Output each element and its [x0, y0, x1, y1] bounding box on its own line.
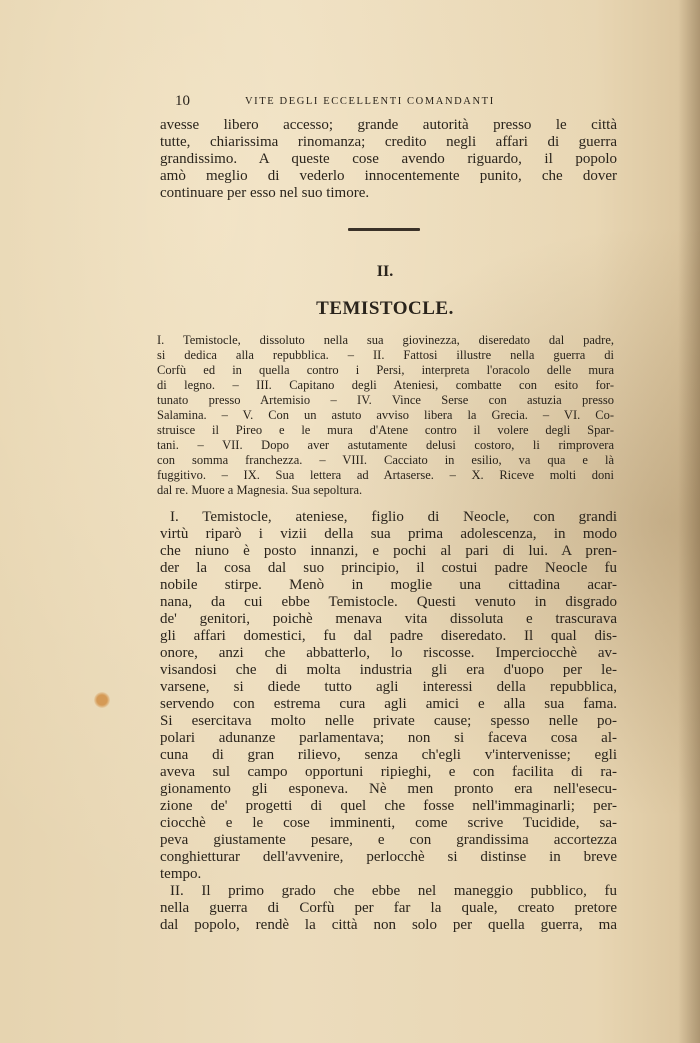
page-number: 10: [175, 93, 190, 109]
summary-line: Salamina. – V. Con un astuto avviso libera la Grecia. – VI. Co-: [157, 408, 614, 422]
text-line: gli affari domestici, fu dal padre diseredato. Il qual dis-: [160, 628, 617, 644]
text-line: grandissimo. A queste cose avendo riguardo, il popolo: [160, 151, 617, 167]
page-header: [175, 93, 575, 113]
chapter-number: II.: [376, 263, 394, 280]
page-edge-shadow: [678, 0, 700, 1043]
text-line: varsene, si diede tutto agli interessi della repubblica,: [160, 679, 617, 695]
text-line: nobile stirpe. Menò in moglie una cittadina acar-: [160, 577, 617, 593]
text-line: peva giustamente pesare, e con grandissima accortezza: [160, 832, 617, 848]
text-line: nana, da cui ebbe Temistocle. Questi venuto in disgrado: [160, 594, 617, 610]
text-line: continuare per esso nel suo timore.: [160, 185, 370, 201]
text-line: onore, anzi che abbatterlo, lo riscosse. Imperciocchè av-: [160, 645, 617, 661]
text-line: I. Temistocle, ateniese, figlio di Neocle, con grandi: [170, 509, 617, 525]
text-line: servendo con estrema cura agli amici e alla sua fama.: [160, 696, 617, 712]
text-line: tutte, chiarissima rinomanza; credito negli affari di guerra: [160, 134, 617, 150]
text-line: che niuno è posto innanzi, e pochi al pari di lui. A pren-: [160, 543, 617, 559]
text-line: dal popolo, rendè la città non solo per quella guerra, ma: [160, 917, 617, 933]
summary-line: tani. – VII. Dopo aver astutamente delusi costoro, li rimprovera: [157, 438, 614, 452]
summary-line: dal re. Muore a Magnesia. Sua sepoltura.: [157, 483, 363, 497]
text-line: der la cosa dal suo principio, il costui padre Neocle fu: [160, 560, 617, 576]
section-divider: [348, 228, 420, 231]
summary-line: fuggitivo. – IX. Sua lettera ad Artaserse. – X. Riceve molti doni: [157, 468, 614, 482]
text-line: ciocchè e le cose imminenti, come scrive Tucidide, sa-: [160, 815, 617, 831]
text-line: zione de' progetti di quel che fosse nell'immaginarli; per-: [160, 798, 617, 814]
text-line: polari adunanze parlamentava; non si faceva cosa al-: [160, 730, 617, 746]
text-line: de' genitori, poichè menava vita dissoluta e trascurava: [160, 611, 617, 627]
summary-line: si dedica alla repubblica. – II. Fattosi illustre nella guerra di: [157, 348, 614, 362]
text-line: aveva sul campo opportuni ripieghi, e con facilita di ra-: [160, 764, 617, 780]
summary-line: di legno. – III. Capitano degli Ateniesi, combatte con esito for-: [157, 378, 614, 392]
text-line: II. Il primo grado che ebbe nel maneggio pubblico, fu: [170, 883, 617, 899]
text-line: tempo.: [160, 866, 202, 882]
summary-line: I. Temistocle, dissoluto nella sua giovinezza, diseredato dal padre,: [157, 333, 614, 347]
text-line: conghietturar dell'avvenire, perlocchè si distinse in breve: [160, 849, 617, 865]
paper-stain: [94, 692, 110, 708]
text-line: cuna di gran rilievo, senza ch'egli v'intervenisse; egli: [160, 747, 617, 763]
text-line: nella guerra di Corfù per far la quale, creato pretore: [160, 900, 617, 916]
text-line: gionamento gli esponeva. Nè men pronto era nell'esecu-: [160, 781, 617, 797]
running-title: VITE DEGLI ECCELLENTI COMANDANTI: [245, 96, 495, 107]
text-line: amò meglio di vederlo innocentemente punito, che dover: [160, 168, 617, 184]
text-line: visandosi che di molta industria gli era d'uopo per le-: [160, 662, 617, 678]
summary-line: con somma franchezza. – VIII. Cacciato in esilio, va qua e là: [157, 453, 614, 467]
summary-line: tunato presso Artemisio – IV. Vince Serse con astuzia presso: [157, 393, 614, 407]
text-line: avesse libero accesso; grande autorità presso le città: [160, 117, 617, 133]
text-line: Si esercitava molto nelle private cause; spesso nelle po-: [160, 713, 617, 729]
text-line: virtù riparò i vizii della sua prima adolescenza, in modo: [160, 526, 617, 542]
summary-line: struisce il Pireo e le mura d'Atene contro il volere degli Spar-: [157, 423, 614, 437]
summary-line: Corfù ed in quella contro i Persi, interpreta l'oracolo delle mura: [157, 363, 614, 377]
chapter-title: TEMISTOCLE.: [316, 298, 454, 319]
